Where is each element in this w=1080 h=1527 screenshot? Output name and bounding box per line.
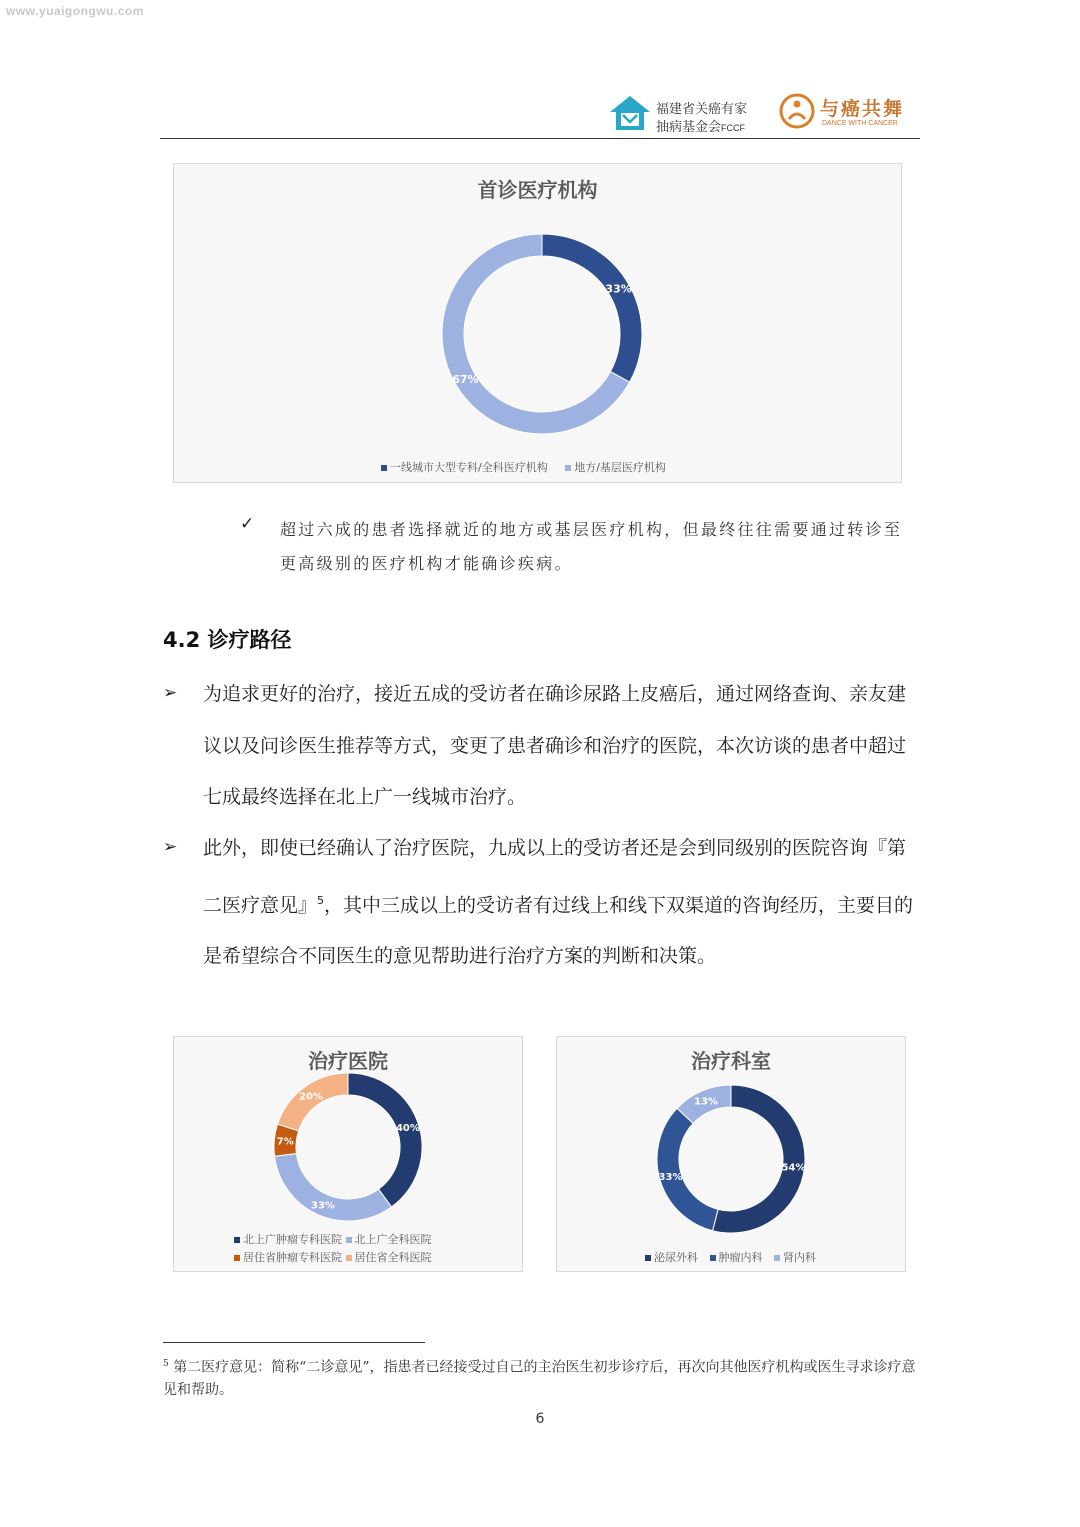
legend-swatch xyxy=(774,1255,780,1261)
legend-item xyxy=(565,461,666,474)
paragraph-1: 为追求更好的治疗，接近五成的受访者在确诊尿路上皮癌后，通过网络查询、亲友建议以及问诊医生推荐等方式，变更了患者确诊和治疗的医院，本次访谈的患者中超过七成最终选择在北上广一线城市治疗。 xyxy=(203,683,907,808)
legend-label: 泌尿外科 xyxy=(654,1251,698,1264)
legend-item xyxy=(234,1233,342,1246)
legend-label: 肾内科 xyxy=(783,1251,816,1264)
slice-label-2: 67% xyxy=(452,373,479,387)
dance-with-cancer-logo xyxy=(778,92,923,134)
first-visit-chart xyxy=(173,163,902,483)
legend-row xyxy=(234,1249,432,1267)
donut-slice-1 xyxy=(542,234,642,382)
legend-swatch xyxy=(381,465,387,471)
slice-label-4: 20% xyxy=(299,1091,323,1103)
slice-label-1: 40% xyxy=(395,1123,420,1135)
footnote-ref: 5 xyxy=(317,893,325,907)
logo2-title: 与癌共舞 xyxy=(820,98,905,120)
chart-title: 治疗科室 xyxy=(691,1049,771,1073)
legend-item xyxy=(774,1251,816,1264)
legend-item xyxy=(645,1251,698,1264)
logo1-line2 xyxy=(656,116,745,135)
paragraph-2-part1: 此外，即使已经确认了治疗医院，九成以上的受访者还是会到同级别的医院咨询『第二医疗意见』 xyxy=(203,837,907,916)
check-paragraph: 超过六成的患者选择就近的地方或基层医疗机构，但最终往往需要通过转诊至更高级别的医疗机构才能确诊疾病。 xyxy=(280,520,903,573)
legend-swatch xyxy=(346,1237,352,1243)
chart-title: 治疗医院 xyxy=(308,1049,388,1073)
slice-label-1: 54% xyxy=(781,1162,806,1174)
legend-label: 地方/基层医疗机构 xyxy=(574,461,666,474)
watermark: www.yuaigongwu.com xyxy=(6,4,144,18)
chart-legend xyxy=(645,1249,830,1265)
dancer-circle-icon xyxy=(778,92,816,130)
legend-label: 肿瘤内科 xyxy=(718,1251,763,1264)
chart-legend xyxy=(234,1231,432,1267)
legend-label: 居住省全科医院 xyxy=(354,1251,432,1264)
department-donut xyxy=(557,1037,905,1271)
chart-legend xyxy=(381,459,680,475)
footnote-divider xyxy=(163,1342,425,1343)
slice-label-1: 33% xyxy=(605,282,632,296)
fccf-logo xyxy=(608,94,758,134)
footnote-text: 第二医疗意见：简称“二诊意见”，指患者已经接受过自己的主治医生初步诊疗后，再次向其他医疗机构或医生寻求诊疗意见和帮助。 xyxy=(163,1359,916,1398)
slice-label-3: 7% xyxy=(276,1136,294,1148)
legend-item xyxy=(346,1233,432,1246)
legend-swatch xyxy=(234,1237,240,1243)
section-title: 4.2 诊疗路径 xyxy=(163,628,292,652)
legend-swatch xyxy=(710,1255,716,1261)
legend-swatch xyxy=(565,465,571,471)
legend-item xyxy=(346,1251,432,1264)
slice-label-2: 33% xyxy=(311,1200,335,1212)
logo1-line1: 福建省关癌有家 xyxy=(656,102,748,117)
legend-label: 北上广全科医院 xyxy=(354,1233,432,1246)
arrow-bullet: ➢ xyxy=(163,837,178,857)
slice-label-2: 33% xyxy=(658,1172,683,1184)
legend-label: 北上广肿瘤专科医院 xyxy=(243,1233,342,1246)
chart-title: 首诊医疗机构 xyxy=(477,178,598,202)
page-number: 6 xyxy=(535,1411,545,1427)
legend-swatch xyxy=(645,1255,651,1261)
first-visit-donut xyxy=(174,164,901,482)
legend-item xyxy=(710,1251,763,1264)
legend-swatch xyxy=(234,1255,240,1261)
check-bullet: ✓ xyxy=(240,514,255,534)
paragraph-2-part2: ，其中三成以上的受访者有过线上和线下双渠道的咨询经历，主要目的是希望综合不同医生的意见帮助进行治疗方案的判断和决策。 xyxy=(203,893,914,968)
department-chart xyxy=(556,1036,906,1272)
slice-label-3: 13% xyxy=(694,1096,718,1108)
logo1-abbr: FCCF xyxy=(721,123,746,133)
footnote-number: 5 xyxy=(163,1359,169,1369)
donut-slice-1 xyxy=(348,1073,422,1207)
house-heart-icon xyxy=(608,94,652,134)
donut-slice-2 xyxy=(657,1108,718,1230)
logo1-line2-text: 抽病基金会 xyxy=(656,120,722,135)
legend-label: 一线城市大型专科/全科医疗机构 xyxy=(390,461,548,474)
legend-item xyxy=(381,461,548,474)
logo2-subtitle: DANCE WITH CANCER xyxy=(822,120,898,127)
arrow-bullet: ➢ xyxy=(163,683,178,703)
paragraph-2 xyxy=(203,823,921,983)
page-header xyxy=(160,88,920,139)
legend-label: 居住省肿瘤专科医院 xyxy=(243,1251,342,1264)
legend-item xyxy=(234,1251,342,1264)
legend-swatch xyxy=(346,1255,352,1261)
footnote xyxy=(163,1353,923,1401)
legend-row xyxy=(234,1231,432,1249)
hospital-chart xyxy=(173,1036,523,1272)
